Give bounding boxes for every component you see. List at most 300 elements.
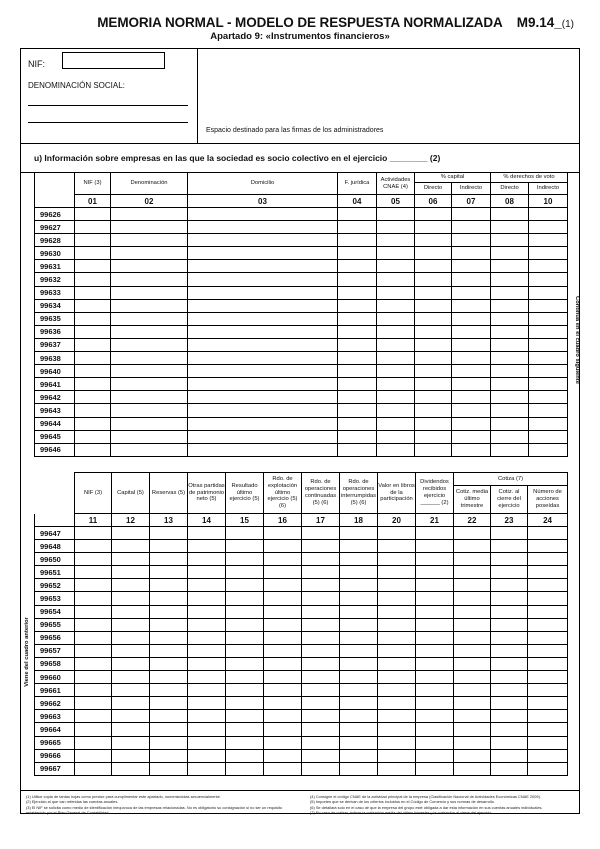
input-cell[interactable]: [75, 325, 111, 338]
input-cell[interactable]: [377, 443, 415, 456]
input-cell[interactable]: [302, 684, 340, 697]
input-cell[interactable]: [111, 417, 188, 430]
input-cell[interactable]: [150, 553, 188, 566]
input-cell[interactable]: [112, 762, 150, 775]
input-cell[interactable]: [188, 671, 226, 684]
input-cell[interactable]: [452, 221, 491, 234]
input-cell[interactable]: [340, 566, 378, 579]
input-cell[interactable]: [112, 644, 150, 657]
input-cell[interactable]: [302, 749, 340, 762]
input-cell[interactable]: [75, 749, 112, 762]
input-cell[interactable]: [529, 338, 568, 351]
input-cell[interactable]: [188, 234, 338, 247]
input-cell[interactable]: [338, 365, 377, 378]
input-cell[interactable]: [454, 553, 491, 566]
input-cell[interactable]: [491, 391, 529, 404]
input-cell[interactable]: [264, 644, 302, 657]
input-cell[interactable]: [75, 273, 111, 286]
input-cell[interactable]: [378, 540, 416, 553]
input-cell[interactable]: [415, 352, 452, 365]
input-cell[interactable]: [491, 208, 529, 221]
input-cell[interactable]: [75, 338, 111, 351]
input-cell[interactable]: [377, 338, 415, 351]
input-cell[interactable]: [416, 684, 454, 697]
input-cell[interactable]: [528, 736, 568, 749]
input-cell[interactable]: [452, 352, 491, 365]
input-cell[interactable]: [226, 618, 264, 631]
input-cell[interactable]: [75, 618, 112, 631]
input-cell[interactable]: [416, 631, 454, 644]
input-cell[interactable]: [264, 592, 302, 605]
input-cell[interactable]: [150, 697, 188, 710]
input-cell[interactable]: [150, 671, 188, 684]
input-cell[interactable]: [454, 762, 491, 775]
input-cell[interactable]: [75, 352, 111, 365]
input-cell[interactable]: [338, 417, 377, 430]
input-cell[interactable]: [226, 631, 264, 644]
input-cell[interactable]: [75, 723, 112, 736]
input-cell[interactable]: [340, 644, 378, 657]
input-cell[interactable]: [415, 208, 452, 221]
input-cell[interactable]: [377, 430, 415, 443]
input-cell[interactable]: [188, 540, 226, 553]
input-cell[interactable]: [454, 657, 491, 670]
input-cell[interactable]: [529, 417, 568, 430]
input-cell[interactable]: [340, 579, 378, 592]
input-cell[interactable]: [226, 566, 264, 579]
input-cell[interactable]: [377, 404, 415, 417]
input-cell[interactable]: [188, 273, 338, 286]
input-cell[interactable]: [491, 527, 528, 540]
input-cell[interactable]: [529, 273, 568, 286]
input-cell[interactable]: [264, 553, 302, 566]
input-cell[interactable]: [491, 430, 529, 443]
input-cell[interactable]: [188, 378, 338, 391]
input-cell[interactable]: [150, 644, 188, 657]
input-cell[interactable]: [75, 312, 111, 325]
input-cell[interactable]: [415, 273, 452, 286]
input-cell[interactable]: [150, 684, 188, 697]
input-cell[interactable]: [75, 527, 112, 540]
input-cell[interactable]: [264, 723, 302, 736]
input-cell[interactable]: [75, 710, 112, 723]
input-cell[interactable]: [454, 671, 491, 684]
input-cell[interactable]: [226, 644, 264, 657]
input-cell[interactable]: [491, 234, 529, 247]
input-cell[interactable]: [452, 443, 491, 456]
input-cell[interactable]: [415, 260, 452, 273]
input-cell[interactable]: [75, 234, 111, 247]
input-cell[interactable]: [111, 221, 188, 234]
input-cell[interactable]: [377, 260, 415, 273]
input-cell[interactable]: [416, 697, 454, 710]
input-cell[interactable]: [340, 762, 378, 775]
input-cell[interactable]: [338, 208, 377, 221]
input-cell[interactable]: [528, 566, 568, 579]
input-cell[interactable]: [75, 540, 112, 553]
input-cell[interactable]: [111, 286, 188, 299]
input-cell[interactable]: [226, 592, 264, 605]
input-cell[interactable]: [378, 553, 416, 566]
input-cell[interactable]: [75, 657, 112, 670]
input-cell[interactable]: [377, 365, 415, 378]
input-cell[interactable]: [340, 605, 378, 618]
input-cell[interactable]: [75, 365, 111, 378]
input-cell[interactable]: [529, 299, 568, 312]
input-cell[interactable]: [111, 273, 188, 286]
input-cell[interactable]: [302, 592, 340, 605]
input-cell[interactable]: [416, 657, 454, 670]
input-cell[interactable]: [529, 208, 568, 221]
input-cell[interactable]: [338, 338, 377, 351]
denominacion-line-2[interactable]: [28, 122, 188, 123]
input-cell[interactable]: [491, 618, 528, 631]
input-cell[interactable]: [529, 286, 568, 299]
input-cell[interactable]: [452, 391, 491, 404]
input-cell[interactable]: [454, 579, 491, 592]
input-cell[interactable]: [226, 553, 264, 566]
input-cell[interactable]: [529, 247, 568, 260]
input-cell[interactable]: [491, 352, 529, 365]
input-cell[interactable]: [150, 618, 188, 631]
input-cell[interactable]: [416, 710, 454, 723]
input-cell[interactable]: [264, 710, 302, 723]
input-cell[interactable]: [188, 618, 226, 631]
input-cell[interactable]: [264, 566, 302, 579]
input-cell[interactable]: [491, 657, 528, 670]
input-cell[interactable]: [529, 443, 568, 456]
input-cell[interactable]: [377, 391, 415, 404]
input-cell[interactable]: [188, 723, 226, 736]
input-cell[interactable]: [452, 430, 491, 443]
input-cell[interactable]: [454, 605, 491, 618]
input-cell[interactable]: [377, 208, 415, 221]
input-cell[interactable]: [111, 299, 188, 312]
input-cell[interactable]: [416, 736, 454, 749]
input-cell[interactable]: [264, 749, 302, 762]
input-cell[interactable]: [264, 618, 302, 631]
input-cell[interactable]: [150, 736, 188, 749]
input-cell[interactable]: [415, 338, 452, 351]
input-cell[interactable]: [491, 592, 528, 605]
input-cell[interactable]: [75, 208, 111, 221]
input-cell[interactable]: [188, 430, 338, 443]
input-cell[interactable]: [111, 404, 188, 417]
input-cell[interactable]: [416, 592, 454, 605]
input-cell[interactable]: [340, 618, 378, 631]
input-cell[interactable]: [452, 260, 491, 273]
input-cell[interactable]: [188, 286, 338, 299]
input-cell[interactable]: [111, 352, 188, 365]
input-cell[interactable]: [452, 338, 491, 351]
input-cell[interactable]: [528, 749, 568, 762]
input-cell[interactable]: [528, 631, 568, 644]
input-cell[interactable]: [302, 723, 340, 736]
input-cell[interactable]: [188, 299, 338, 312]
input-cell[interactable]: [416, 540, 454, 553]
input-cell[interactable]: [188, 762, 226, 775]
input-cell[interactable]: [188, 566, 226, 579]
input-cell[interactable]: [111, 443, 188, 456]
input-cell[interactable]: [338, 352, 377, 365]
input-cell[interactable]: [188, 592, 226, 605]
input-cell[interactable]: [226, 540, 264, 553]
input-cell[interactable]: [188, 404, 338, 417]
input-cell[interactable]: [378, 644, 416, 657]
input-cell[interactable]: [150, 710, 188, 723]
input-cell[interactable]: [340, 697, 378, 710]
input-cell[interactable]: [302, 631, 340, 644]
input-cell[interactable]: [75, 404, 111, 417]
input-cell[interactable]: [338, 312, 377, 325]
input-cell[interactable]: [491, 247, 529, 260]
input-cell[interactable]: [150, 540, 188, 553]
input-cell[interactable]: [188, 338, 338, 351]
input-cell[interactable]: [302, 671, 340, 684]
input-cell[interactable]: [302, 605, 340, 618]
input-cell[interactable]: [377, 325, 415, 338]
input-cell[interactable]: [264, 579, 302, 592]
input-cell[interactable]: [75, 736, 112, 749]
input-cell[interactable]: [188, 749, 226, 762]
input-cell[interactable]: [188, 208, 338, 221]
input-cell[interactable]: [264, 631, 302, 644]
input-cell[interactable]: [378, 618, 416, 631]
input-cell[interactable]: [415, 430, 452, 443]
input-cell[interactable]: [226, 710, 264, 723]
input-cell[interactable]: [378, 736, 416, 749]
input-cell[interactable]: [188, 247, 338, 260]
input-cell[interactable]: [302, 579, 340, 592]
input-cell[interactable]: [529, 352, 568, 365]
input-cell[interactable]: [528, 618, 568, 631]
input-cell[interactable]: [377, 286, 415, 299]
input-cell[interactable]: [264, 762, 302, 775]
input-cell[interactable]: [415, 404, 452, 417]
input-cell[interactable]: [529, 221, 568, 234]
input-cell[interactable]: [378, 749, 416, 762]
input-cell[interactable]: [226, 749, 264, 762]
input-cell[interactable]: [188, 312, 338, 325]
input-cell[interactable]: [112, 527, 150, 540]
input-cell[interactable]: [529, 391, 568, 404]
input-cell[interactable]: [226, 762, 264, 775]
input-cell[interactable]: [226, 697, 264, 710]
input-cell[interactable]: [75, 684, 112, 697]
input-cell[interactable]: [491, 579, 528, 592]
input-cell[interactable]: [491, 697, 528, 710]
input-cell[interactable]: [150, 749, 188, 762]
input-cell[interactable]: [529, 312, 568, 325]
input-cell[interactable]: [415, 312, 452, 325]
input-cell[interactable]: [454, 540, 491, 553]
input-cell[interactable]: [454, 618, 491, 631]
input-cell[interactable]: [491, 417, 529, 430]
input-cell[interactable]: [377, 273, 415, 286]
input-cell[interactable]: [75, 391, 111, 404]
input-cell[interactable]: [491, 378, 529, 391]
input-cell[interactable]: [111, 325, 188, 338]
input-cell[interactable]: [415, 365, 452, 378]
input-cell[interactable]: [111, 378, 188, 391]
input-cell[interactable]: [415, 325, 452, 338]
input-cell[interactable]: [529, 430, 568, 443]
input-cell[interactable]: [378, 762, 416, 775]
input-cell[interactable]: [454, 592, 491, 605]
input-cell[interactable]: [528, 579, 568, 592]
input-cell[interactable]: [112, 736, 150, 749]
input-cell[interactable]: [491, 684, 528, 697]
input-cell[interactable]: [491, 273, 529, 286]
input-cell[interactable]: [188, 391, 338, 404]
input-cell[interactable]: [111, 247, 188, 260]
input-cell[interactable]: [264, 736, 302, 749]
input-cell[interactable]: [112, 723, 150, 736]
input-cell[interactable]: [491, 365, 529, 378]
input-cell[interactable]: [112, 684, 150, 697]
input-cell[interactable]: [112, 553, 150, 566]
input-cell[interactable]: [452, 208, 491, 221]
input-cell[interactable]: [454, 710, 491, 723]
input-cell[interactable]: [452, 299, 491, 312]
input-cell[interactable]: [416, 579, 454, 592]
input-cell[interactable]: [340, 553, 378, 566]
input-cell[interactable]: [416, 762, 454, 775]
input-cell[interactable]: [340, 723, 378, 736]
input-cell[interactable]: [454, 749, 491, 762]
input-cell[interactable]: [150, 566, 188, 579]
input-cell[interactable]: [377, 247, 415, 260]
input-cell[interactable]: [150, 723, 188, 736]
input-cell[interactable]: [111, 208, 188, 221]
input-cell[interactable]: [378, 723, 416, 736]
input-cell[interactable]: [111, 234, 188, 247]
input-cell[interactable]: [416, 618, 454, 631]
input-cell[interactable]: [528, 697, 568, 710]
input-cell[interactable]: [112, 749, 150, 762]
input-cell[interactable]: [340, 540, 378, 553]
input-cell[interactable]: [491, 710, 528, 723]
input-cell[interactable]: [340, 710, 378, 723]
input-cell[interactable]: [111, 430, 188, 443]
input-cell[interactable]: [528, 762, 568, 775]
input-cell[interactable]: [75, 579, 112, 592]
input-cell[interactable]: [111, 391, 188, 404]
input-cell[interactable]: [452, 286, 491, 299]
input-cell[interactable]: [112, 605, 150, 618]
input-cell[interactable]: [302, 736, 340, 749]
input-cell[interactable]: [454, 527, 491, 540]
input-cell[interactable]: [491, 404, 529, 417]
input-cell[interactable]: [529, 234, 568, 247]
input-cell[interactable]: [75, 631, 112, 644]
input-cell[interactable]: [415, 378, 452, 391]
input-cell[interactable]: [378, 592, 416, 605]
input-cell[interactable]: [378, 579, 416, 592]
input-cell[interactable]: [378, 657, 416, 670]
input-cell[interactable]: [491, 736, 528, 749]
input-cell[interactable]: [416, 553, 454, 566]
input-cell[interactable]: [378, 671, 416, 684]
input-cell[interactable]: [528, 553, 568, 566]
input-cell[interactable]: [188, 260, 338, 273]
input-cell[interactable]: [302, 566, 340, 579]
input-cell[interactable]: [112, 566, 150, 579]
input-cell[interactable]: [340, 749, 378, 762]
input-cell[interactable]: [188, 365, 338, 378]
input-cell[interactable]: [415, 247, 452, 260]
input-cell[interactable]: [528, 592, 568, 605]
input-cell[interactable]: [188, 631, 226, 644]
input-cell[interactable]: [377, 299, 415, 312]
input-cell[interactable]: [340, 671, 378, 684]
input-cell[interactable]: [264, 657, 302, 670]
input-cell[interactable]: [377, 378, 415, 391]
input-cell[interactable]: [454, 644, 491, 657]
input-cell[interactable]: [264, 540, 302, 553]
input-cell[interactable]: [416, 527, 454, 540]
input-cell[interactable]: [75, 762, 112, 775]
input-cell[interactable]: [338, 273, 377, 286]
input-cell[interactable]: [415, 234, 452, 247]
input-cell[interactable]: [377, 352, 415, 365]
input-cell[interactable]: [338, 221, 377, 234]
input-cell[interactable]: [302, 527, 340, 540]
input-cell[interactable]: [75, 417, 111, 430]
input-cell[interactable]: [528, 684, 568, 697]
input-cell[interactable]: [226, 671, 264, 684]
input-cell[interactable]: [150, 762, 188, 775]
input-cell[interactable]: [188, 684, 226, 697]
input-cell[interactable]: [75, 260, 111, 273]
input-cell[interactable]: [112, 657, 150, 670]
input-cell[interactable]: [188, 417, 338, 430]
input-cell[interactable]: [416, 671, 454, 684]
input-cell[interactable]: [226, 736, 264, 749]
input-cell[interactable]: [528, 671, 568, 684]
input-cell[interactable]: [340, 684, 378, 697]
input-cell[interactable]: [529, 325, 568, 338]
input-cell[interactable]: [491, 260, 529, 273]
input-cell[interactable]: [264, 671, 302, 684]
input-cell[interactable]: [112, 592, 150, 605]
input-cell[interactable]: [302, 697, 340, 710]
input-cell[interactable]: [264, 527, 302, 540]
input-cell[interactable]: [454, 566, 491, 579]
input-cell[interactable]: [491, 299, 529, 312]
input-cell[interactable]: [338, 260, 377, 273]
input-cell[interactable]: [188, 553, 226, 566]
input-cell[interactable]: [491, 312, 529, 325]
input-cell[interactable]: [338, 430, 377, 443]
input-cell[interactable]: [529, 365, 568, 378]
input-cell[interactable]: [264, 697, 302, 710]
input-cell[interactable]: [264, 684, 302, 697]
input-cell[interactable]: [454, 736, 491, 749]
input-cell[interactable]: [491, 338, 529, 351]
input-cell[interactable]: [454, 631, 491, 644]
input-cell[interactable]: [302, 710, 340, 723]
input-cell[interactable]: [188, 579, 226, 592]
input-cell[interactable]: [491, 566, 528, 579]
input-cell[interactable]: [528, 527, 568, 540]
input-cell[interactable]: [111, 312, 188, 325]
input-cell[interactable]: [416, 566, 454, 579]
input-cell[interactable]: [528, 644, 568, 657]
input-cell[interactable]: [452, 325, 491, 338]
input-cell[interactable]: [226, 527, 264, 540]
input-cell[interactable]: [75, 286, 111, 299]
